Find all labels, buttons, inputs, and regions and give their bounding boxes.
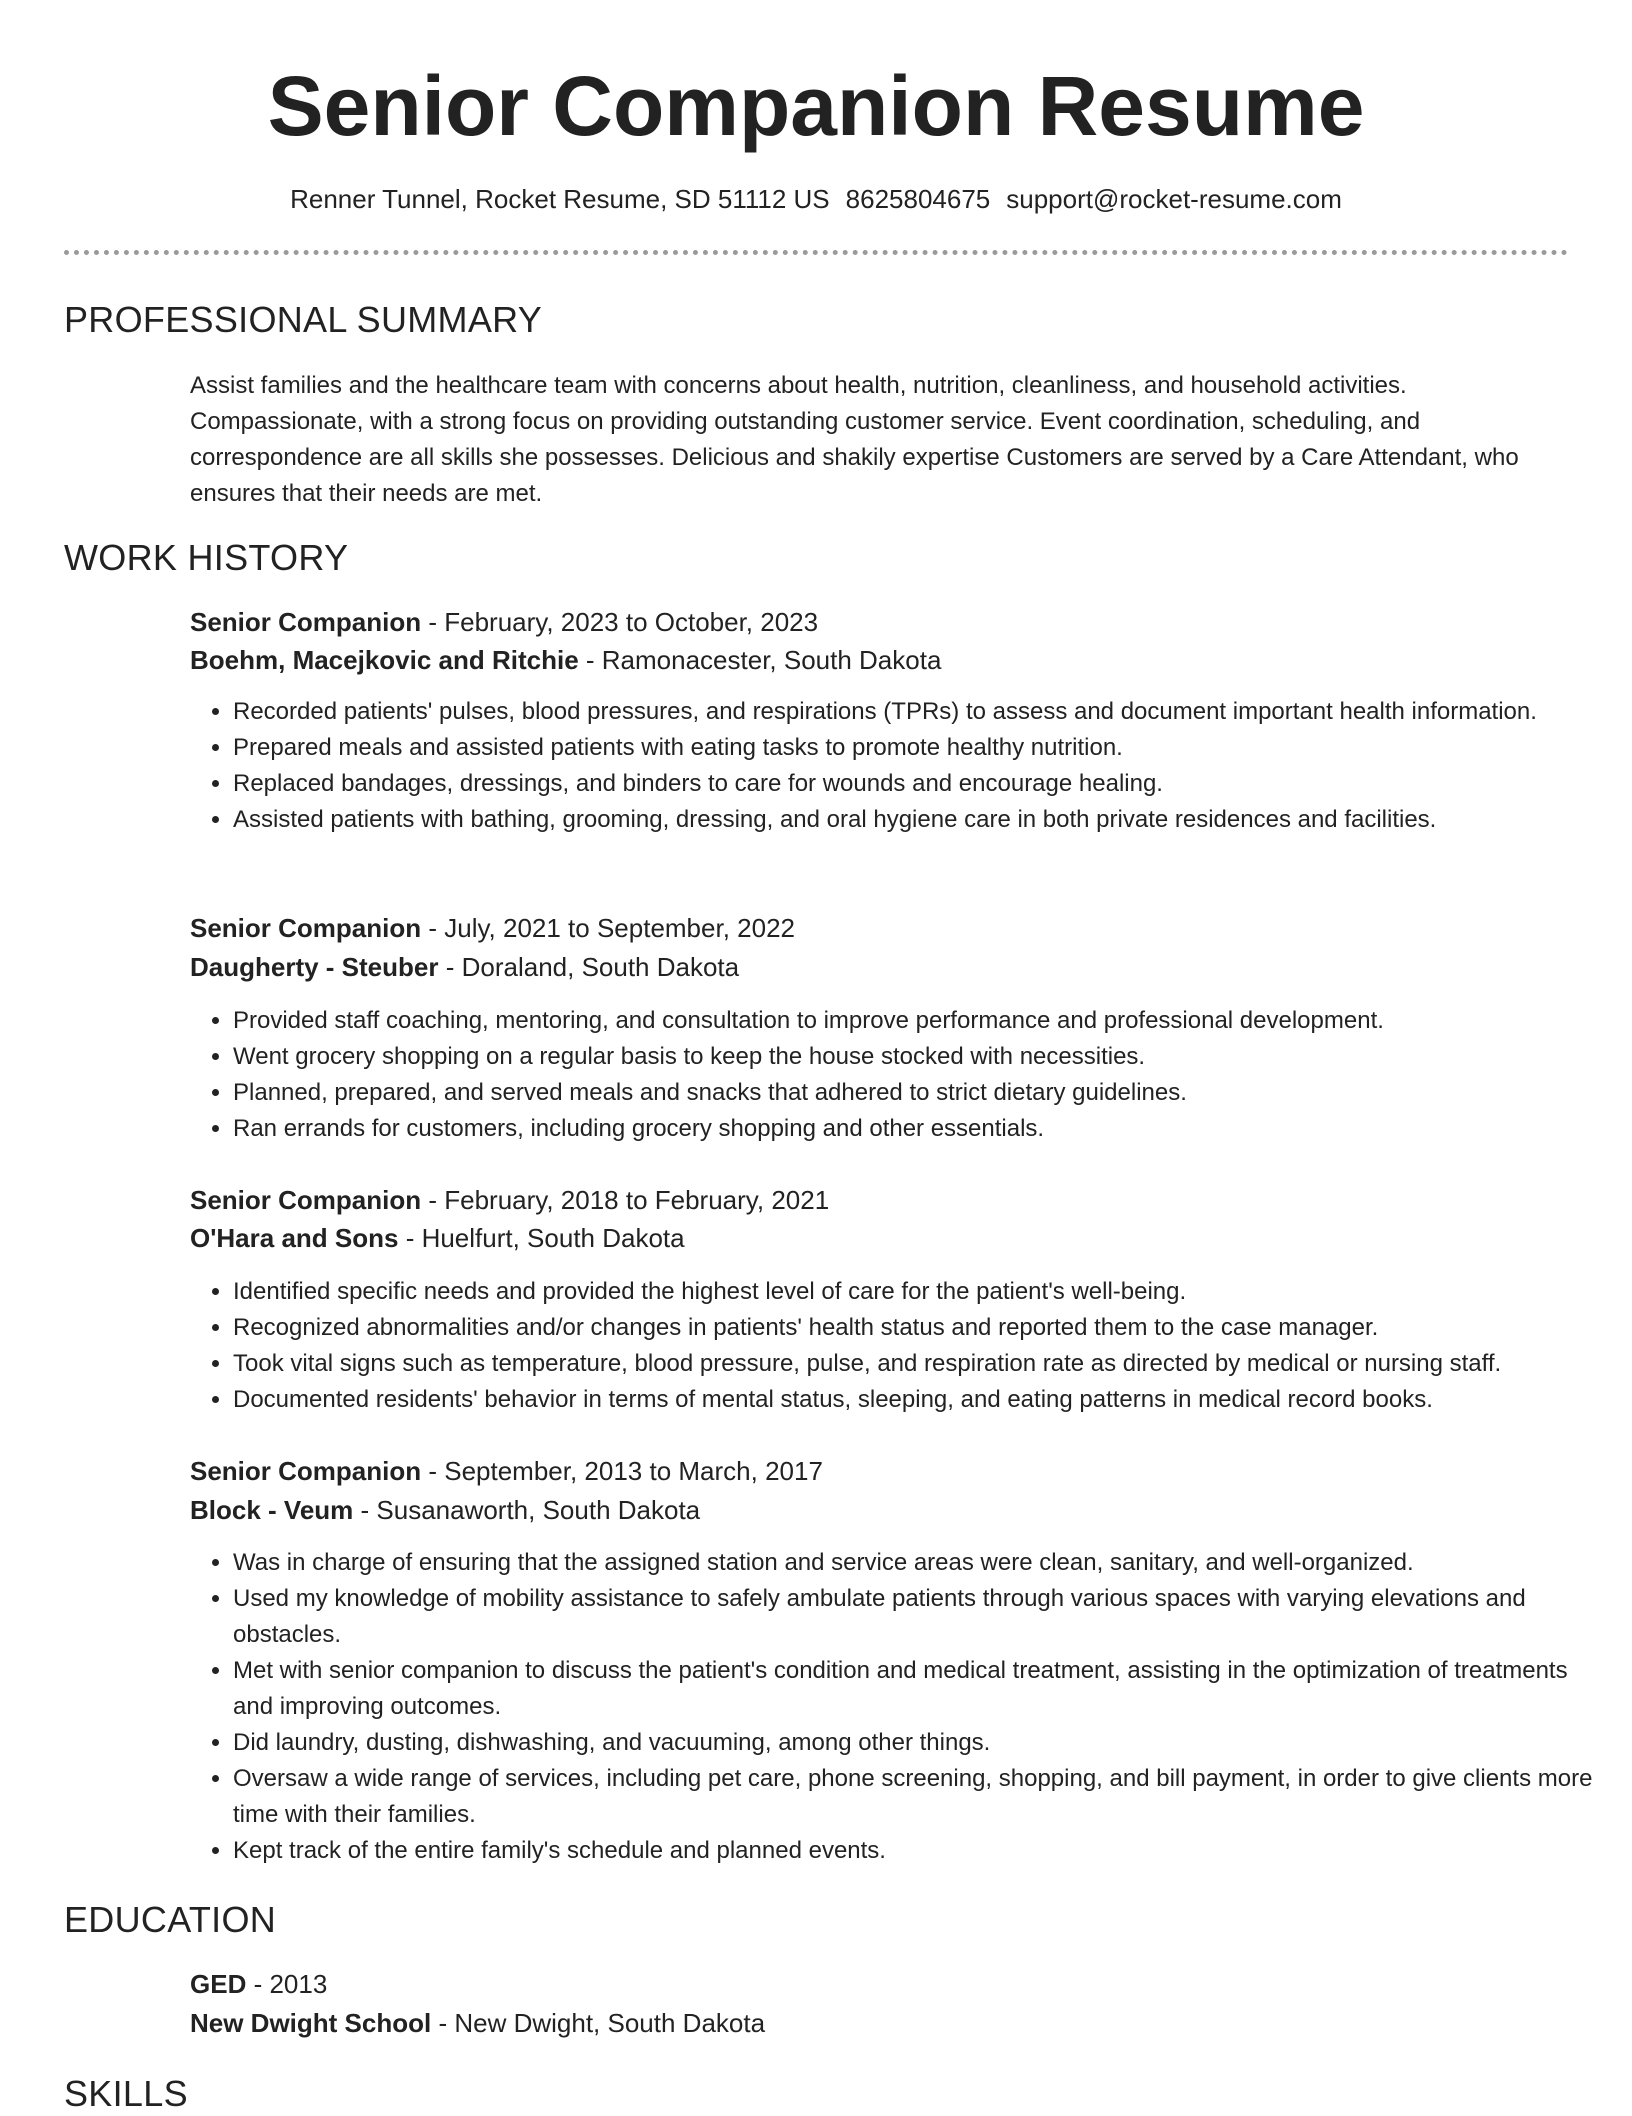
- summary-text: Assist families and the healthcare team with concerns about health, nutrition, cleanliness, and household activities. Compassionate, with a strong focus on providing outstanding customer service. Event coordination, scheduling, and correspondence are all skills she possesses. Delicious and shakily expertise Customers are served by a Care Attendant, who ensures that their needs are met.: [190, 372, 1519, 507]
- list-item: • Took vital signs such as temperature, blood pressure, pulse, and respiration rate as directed by medical or nursing staff.: [233, 1346, 1613, 1382]
- contact-phone: 8625804675: [845, 184, 991, 214]
- education-heading: EDUCATION: [64, 1899, 277, 1940]
- list-item: • Planned, prepared, and served meals and snacks that adhered to strict dietary guidelines.: [233, 1075, 1613, 1111]
- job-company-line: [190, 642, 941, 678]
- list-item: • Documented residents' behavior in terms of mental status, sleeping, and eating patterns in medical record books.: [233, 1382, 1613, 1418]
- job-bullets: [190, 694, 1613, 838]
- education-year: - 2013: [246, 1969, 328, 1999]
- job-location: - Susanaworth, South Dakota: [353, 1495, 701, 1525]
- education-degree-line: [190, 1966, 327, 2002]
- job-dates: - February, 2023 to October, 2023: [421, 607, 819, 637]
- job-bullets: [190, 1545, 1613, 1869]
- list-item: • Oversaw a wide range of services, including pet care, phone screening, shopping, and bill payment, in order to give clients more time with their families.: [233, 1761, 1613, 1833]
- list-item: • Recorded patients' pulses, blood pressures, and respirations (TPRs) to assess and document important health information.: [233, 694, 1613, 730]
- list-item: • Kept track of the entire family's schedule and planned events.: [233, 1833, 1613, 1869]
- job-title-line: [190, 1453, 823, 1489]
- list-item: • Identified specific needs and provided the highest level of care for the patient's well-being.: [233, 1274, 1613, 1310]
- job-location: - Doraland, South Dakota: [438, 952, 740, 982]
- job-title: Senior Companion: [190, 607, 422, 637]
- job-dates: - February, 2018 to February, 2021: [421, 1185, 830, 1215]
- job-company: O'Hara and Sons: [190, 1223, 399, 1253]
- job-title: Senior Companion: [190, 1185, 422, 1215]
- contact-address: Renner Tunnel, Rocket Resume, SD 51112 US: [290, 184, 830, 214]
- job-dates: - July, 2021 to September, 2022: [421, 913, 795, 943]
- contact-email: support@rocket-resume.com: [1006, 184, 1342, 214]
- job-title-line: [190, 1182, 829, 1218]
- education-degree: GED: [190, 1969, 247, 1999]
- list-item: • Met with senior companion to discuss the patient's condition and medical treatment, assisting in the optimization of treatments and improving outcomes.: [233, 1653, 1613, 1725]
- job-dates: - September, 2013 to March, 2017: [421, 1456, 823, 1486]
- job-location: - Ramonacester, South Dakota: [578, 645, 942, 675]
- list-item: • Assisted patients with bathing, grooming, dressing, and oral hygiene care in both private residences and facilities.: [233, 802, 1613, 838]
- list-item: • Recognized abnormalities and/or changes in patients' health status and reported them to the case manager.: [233, 1310, 1613, 1346]
- job-company: Boehm, Macejkovic and Ritchie: [190, 645, 579, 675]
- list-item: • Did laundry, dusting, dishwashing, and vacuuming, among other things.: [233, 1725, 1613, 1761]
- list-item: • Replaced bandages, dressings, and binders to care for wounds and encourage healing.: [233, 766, 1613, 802]
- header-divider: [64, 250, 1568, 255]
- list-item: • Ran errands for customers, including grocery shopping and other essentials.: [233, 1111, 1613, 1147]
- list-item: • Prepared meals and assisted patients with eating tasks to promote healthy nutrition.: [233, 730, 1613, 766]
- job-company: Daugherty - Steuber: [190, 952, 439, 982]
- job-title: Senior Companion: [190, 1456, 422, 1486]
- skills-heading: SKILLS: [64, 2073, 188, 2114]
- job-title-line: [190, 604, 818, 640]
- summary-heading: PROFESSIONAL SUMMARY: [64, 299, 543, 340]
- job-company-line: [190, 1492, 700, 1528]
- list-item: • Used my knowledge of mobility assistance to safely ambulate patients through various spaces with varying elevations and obstacles.: [233, 1581, 1613, 1653]
- work-history-heading: WORK HISTORY: [64, 537, 349, 578]
- list-item: • Was in charge of ensuring that the assigned station and service areas were clean, sanitary, and well-organized.: [233, 1545, 1613, 1581]
- job-location: - Huelfurt, South Dakota: [398, 1223, 685, 1253]
- list-item: • Provided staff coaching, mentoring, and consultation to improve performance and professional development.: [233, 1003, 1613, 1039]
- contact-line: [0, 182, 1632, 216]
- list-item: • Went grocery shopping on a regular basis to keep the house stocked with necessities.: [233, 1039, 1613, 1075]
- job-bullets: [190, 1274, 1613, 1418]
- education-location: - New Dwight, South Dakota: [431, 2008, 766, 2038]
- job-company: Block - Veum: [190, 1495, 354, 1525]
- job-bullets: [190, 1003, 1613, 1147]
- education-school: New Dwight School: [190, 2008, 432, 2038]
- resume-title: Senior Companion Resume: [267, 59, 1365, 153]
- job-title: Senior Companion: [190, 913, 422, 943]
- job-company-line: [190, 949, 739, 985]
- job-company-line: [190, 1220, 685, 1256]
- education-school-line: [190, 2005, 765, 2041]
- job-title-line: [190, 910, 795, 946]
